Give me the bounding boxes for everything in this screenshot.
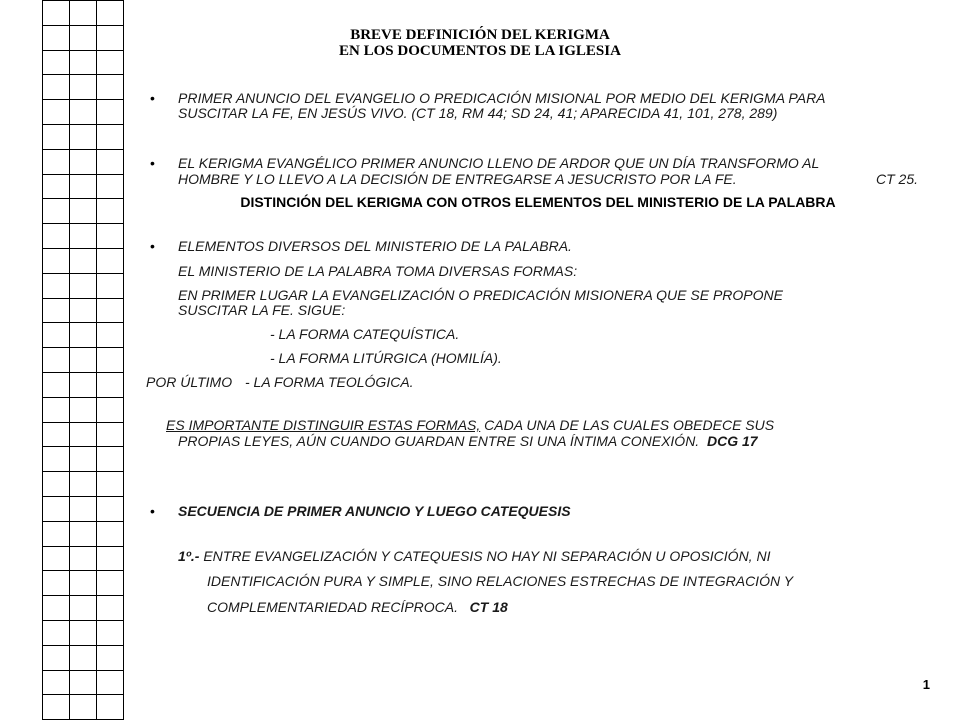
grid-line-horizontal [42, 397, 124, 398]
paragraph-3-line-3: EN PRIMER LUGAR LA EVANGELIZACIÓN O PREDICACIÓN MISIONERA QUE SE PROPONE [178, 287, 783, 303]
paragraph-2-line-2: HOMBRE Y LO LLEVO A LA DECISIÓN DE ENTREGARSE A JESUCRISTO POR LA FE. [178, 171, 737, 187]
paragraph-5-line-3-text: COMPLEMENTARIEDAD RECÍPROCA. [207, 599, 458, 615]
grid-line-horizontal [42, 0, 124, 1]
paragraph-3-line-4: SUSCITAR LA FE. SIGUE: [178, 302, 346, 318]
paragraph-4-reference: DCG 17 [706, 433, 758, 449]
paragraph-5-line-1-text: ENTRE EVANGELIZACIÓN Y CATEQUESIS NO HAY NI SEPARACIÓN U OPOSICIÓN, NI [199, 548, 771, 564]
paragraph-4-underlined: ES IMPORTANTE DISTINGUIR ESTAS FORMAS, [166, 417, 481, 433]
grid-line-horizontal [42, 446, 124, 447]
paragraph-4-rest: CADA UNA DE LAS CUALES OBEDECE SUS [480, 417, 775, 433]
paragraph-2-reference: CT 25. [876, 171, 919, 187]
paragraph-5-number: 1º.- [178, 548, 200, 564]
bullet: • [150, 503, 155, 519]
grid-line-horizontal [42, 347, 124, 348]
paragraph-4-line-2 [178, 434, 758, 449]
grid-line-horizontal [42, 99, 124, 100]
grid-line-vertical [42, 0, 43, 720]
paragraph-5-reference: CT 18 [469, 599, 508, 615]
grid-line-horizontal [42, 223, 124, 224]
grid-line-horizontal [42, 471, 124, 472]
grid-line-horizontal [42, 174, 124, 175]
grid-line-horizontal [42, 322, 124, 323]
form-item-liturgical: - LA FORMA LITÚRGICA (HOMILÍA). [270, 350, 502, 366]
grid-line-horizontal [42, 620, 124, 621]
grid-line-horizontal [42, 496, 124, 497]
grid-line-horizontal [42, 422, 124, 423]
grid-line-horizontal [42, 546, 124, 547]
grid-line-horizontal [42, 521, 124, 522]
grid-line-horizontal [42, 645, 124, 646]
bullet: • [150, 155, 155, 171]
last-label: POR ÚLTIMO [146, 374, 233, 390]
form-item-catechetical: - LA FORMA CATEQUÍSTICA. [270, 326, 460, 342]
page-title-line-2: EN LOS DOCUMENTOS DE LA IGLESIA [339, 43, 621, 59]
grid-line-vertical [123, 0, 124, 720]
paragraph-5-line-3 [207, 600, 508, 615]
grid-line-horizontal [42, 248, 124, 249]
bullet: • [150, 90, 155, 106]
form-item-theological: - LA FORMA TEOLÓGICA. [245, 374, 414, 390]
left-margin-grid [42, 0, 124, 720]
grid-line-vertical [96, 0, 97, 720]
grid-line-horizontal [42, 149, 124, 150]
paragraph-3-line-2: EL MINISTERIO DE LA PALABRA TOMA DIVERSAS FORMAS: [178, 263, 578, 279]
grid-line-horizontal [42, 298, 124, 299]
paragraph-1-line-2: SUSCITAR LA FE, EN JESÚS VIVO. (CT 18, RM 44; SD 24, 41; APARECIDA 41, 101, 278, 289) [178, 105, 778, 121]
grid-line-horizontal [42, 273, 124, 274]
section-heading: DISTINCIÓN DEL KERIGMA CON OTROS ELEMENTOS DEL MINISTERIO DE LA PALABRA [240, 194, 836, 210]
grid-line-horizontal [42, 372, 124, 373]
grid-line-horizontal [42, 694, 124, 695]
paragraph-5-line-2: IDENTIFICACIÓN PURA Y SIMPLE, SINO RELACIONES ESTRECHAS DE INTEGRACIÓN Y [207, 573, 794, 589]
page-title-line-1: BREVE DEFINICIÓN DEL KERIGMA [350, 27, 610, 43]
grid-line-horizontal [42, 570, 124, 571]
grid-line-horizontal [42, 25, 124, 26]
grid-line-horizontal [42, 198, 124, 199]
paragraph-2-line-1: EL KERIGMA EVANGÉLICO PRIMER ANUNCIO LLENO DE ARDOR QUE UN DÍA TRANSFORMO AL [178, 155, 820, 171]
grid-line-vertical [69, 0, 70, 720]
paragraph-1-line-1: PRIMER ANUNCIO DEL EVANGELIO O PREDICACIÓN MISIONAL POR MEDIO DEL KERIGMA PARA [178, 90, 826, 106]
paragraph-4-line-1 [166, 418, 926, 433]
paragraph-5-heading: SECUENCIA DE PRIMER ANUNCIO Y LUEGO CATEQUESIS [178, 503, 571, 519]
paragraph-5-line-1 [178, 549, 770, 564]
paragraph-4-line-2-text: PROPIAS LEYES, AÚN CUANDO GUARDAN ENTRE SI UNA ÍNTIMA CONEXIÓN. [178, 433, 700, 449]
page-number: 1 [922, 677, 930, 692]
bullet: • [150, 238, 155, 254]
grid-line-horizontal [42, 74, 124, 75]
grid-line-horizontal [42, 124, 124, 125]
grid-line-horizontal [42, 595, 124, 596]
grid-line-horizontal [42, 670, 124, 671]
paragraph-3-line-1: ELEMENTOS DIVERSOS DEL MINISTERIO DE LA PALABRA. [178, 238, 572, 254]
